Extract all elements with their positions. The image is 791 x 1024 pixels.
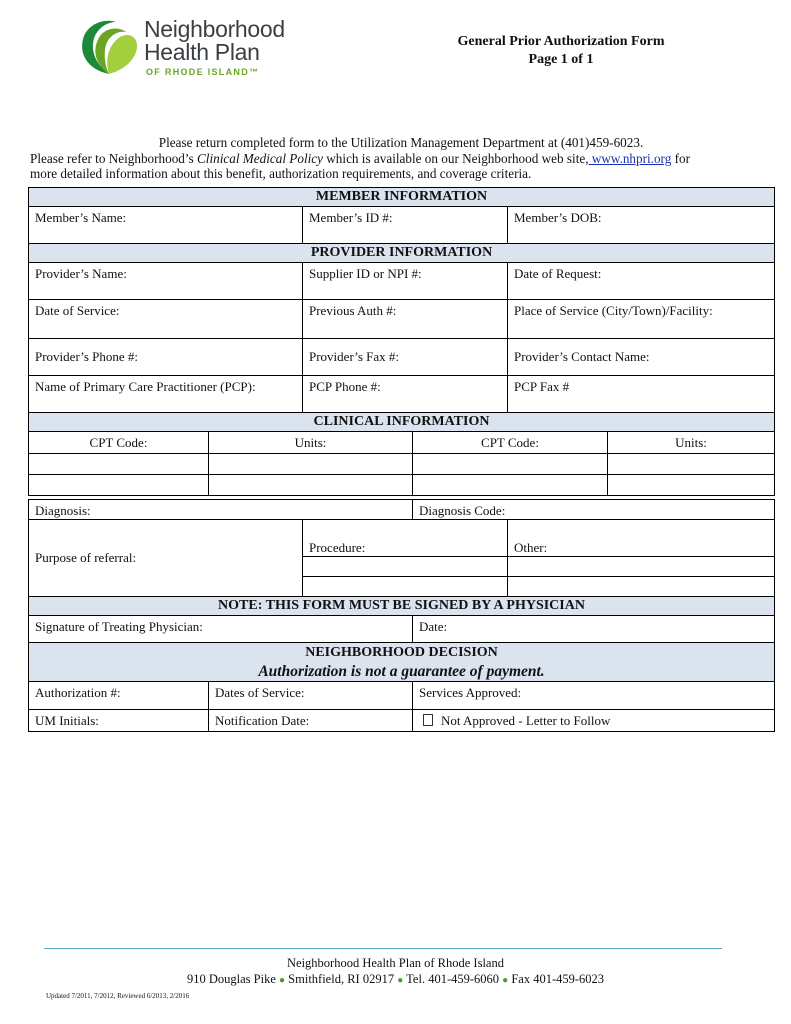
pcp-fax-field[interactable]: PCP Fax # (508, 376, 775, 413)
policy-name: Clinical Medical Policy (197, 150, 323, 166)
bullet-icon: ● (397, 975, 404, 986)
other-label: Other: (514, 540, 548, 555)
checkbox-icon[interactable] (423, 714, 433, 726)
logo-name (144, 18, 285, 64)
place-of-service-field[interactable]: Place of Service (City/Town)/Facility: (508, 300, 775, 339)
dates-of-service-field[interactable]: Dates of Service: (209, 682, 413, 710)
cpt-code-cell[interactable] (29, 475, 209, 496)
decision-header (29, 643, 775, 682)
other-line[interactable] (508, 556, 774, 576)
diagnosis-code-field[interactable]: Diagnosis Code: (413, 500, 775, 520)
services-approved-field[interactable]: Services Approved: (413, 682, 775, 710)
other-field[interactable] (508, 520, 775, 597)
cpt-code-header-1: CPT Code: (29, 432, 209, 454)
footer-street: 910 Douglas Pike (186, 972, 276, 986)
cpt-code-cell[interactable] (29, 454, 209, 475)
member-id-field[interactable]: Member’s ID #: (303, 207, 508, 244)
provider-phone-field[interactable]: Provider’s Phone #: (29, 339, 303, 376)
policy-text-a: Please refer to Neighborhood’s (30, 150, 197, 166)
pcp-phone-field[interactable]: PCP Phone #: (303, 376, 508, 413)
provider-contact-field[interactable]: Provider’s Contact Name: (508, 339, 775, 376)
procedure-line[interactable] (303, 576, 507, 593)
form-title-block (441, 33, 681, 69)
criteria-instruction: more detailed information about this benefit, authorization requirements, and coverage criteria. (30, 166, 532, 181)
footer-fax: Fax 401-459-6023 (511, 972, 605, 986)
other-line[interactable] (508, 576, 774, 593)
cpt-code-cell[interactable] (413, 475, 608, 496)
provider-info-header: PROVIDER INFORMATION (29, 244, 775, 263)
logo-mark-icon (76, 14, 142, 80)
policy-instruction (30, 151, 772, 167)
procedure-field[interactable] (303, 520, 508, 597)
notification-date-field[interactable]: Notification Date: (209, 710, 413, 732)
not-approved-option[interactable] (413, 710, 775, 732)
revision-note: Updated 7/2011, 7/2012, Reviewed 6/2013, 2/2016 (46, 992, 190, 1000)
provider-fax-field[interactable]: Provider’s Fax #: (303, 339, 508, 376)
member-info-header: MEMBER INFORMATION (29, 188, 775, 207)
pcp-name-field[interactable]: Name of Primary Care Practitioner (PCP): (29, 376, 303, 413)
previous-auth-field[interactable]: Previous Auth #: (303, 300, 508, 339)
nhpri-logo (76, 14, 296, 80)
clinical-info-header: CLINICAL INFORMATION (29, 413, 775, 432)
date-of-service-field[interactable]: Date of Service: (29, 300, 303, 339)
logo-line-1: Neighborhood (144, 16, 285, 42)
decision-subtitle: Authorization is not a guarantee of payment. (258, 663, 545, 680)
bullet-icon: ● (502, 975, 509, 986)
signature-date-field[interactable]: Date: (413, 616, 775, 643)
units-header-1: Units: (209, 432, 413, 454)
units-header-2: Units: (608, 432, 775, 454)
units-cell[interactable] (608, 454, 775, 475)
cpt-code-header-2: CPT Code: (413, 432, 608, 454)
form-title: General Prior Authorization Form (457, 34, 665, 49)
authorization-number-field[interactable]: Authorization #: (29, 682, 209, 710)
units-cell[interactable] (209, 475, 413, 496)
footer-org: Neighborhood Health Plan of Rhode Island (287, 956, 504, 970)
purpose-of-referral-label: Purpose of referral: (29, 520, 303, 597)
return-instruction: Please return completed form to the Utilization Management Department at (401)459-6023. (158, 135, 644, 150)
member-name-field[interactable]: Member’s Name: (29, 207, 303, 244)
supplier-id-field[interactable]: Supplier ID or NPI #: (303, 263, 508, 300)
policy-text-b: which is available on our Neighborhood web site, (322, 150, 589, 166)
footer-phone: Tel. 401-459-6060 (406, 972, 500, 986)
website-link[interactable]: www.nhpri.org (588, 150, 672, 166)
provider-name-field[interactable]: Provider’s Name: (29, 263, 303, 300)
logo-subtitle: OF RHODE ISLAND™ (146, 67, 260, 77)
procedure-label: Procedure: (309, 540, 366, 555)
intro-text (30, 135, 772, 182)
date-of-request-field[interactable]: Date of Request: (508, 263, 775, 300)
logo-line-2: Health Plan (144, 39, 260, 65)
footer-city: Smithfield, RI 02917 (288, 972, 395, 986)
diagnosis-field[interactable]: Diagnosis: (29, 500, 413, 520)
policy-text-c: for (671, 150, 690, 166)
decision-title: NEIGHBORHOOD DECISION (305, 645, 498, 660)
member-dob-field[interactable]: Member’s DOB: (508, 207, 775, 244)
units-cell[interactable] (608, 475, 775, 496)
footer-divider (44, 948, 722, 949)
signature-note-header: NOTE: THIS FORM MUST BE SIGNED BY A PHYSICIAN (29, 597, 775, 616)
cpt-code-cell[interactable] (413, 454, 608, 475)
page-number: Page 1 of 1 (528, 52, 594, 67)
footer-address (0, 972, 791, 987)
authorization-form (28, 187, 775, 732)
physician-signature-field[interactable]: Signature of Treating Physician: (29, 616, 413, 643)
not-approved-label: Not Approved - Letter to Follow (441, 713, 611, 728)
um-initials-field[interactable]: UM Initials: (29, 710, 209, 732)
bullet-icon: ● (279, 975, 286, 986)
units-cell[interactable] (209, 454, 413, 475)
procedure-line[interactable] (303, 556, 507, 576)
